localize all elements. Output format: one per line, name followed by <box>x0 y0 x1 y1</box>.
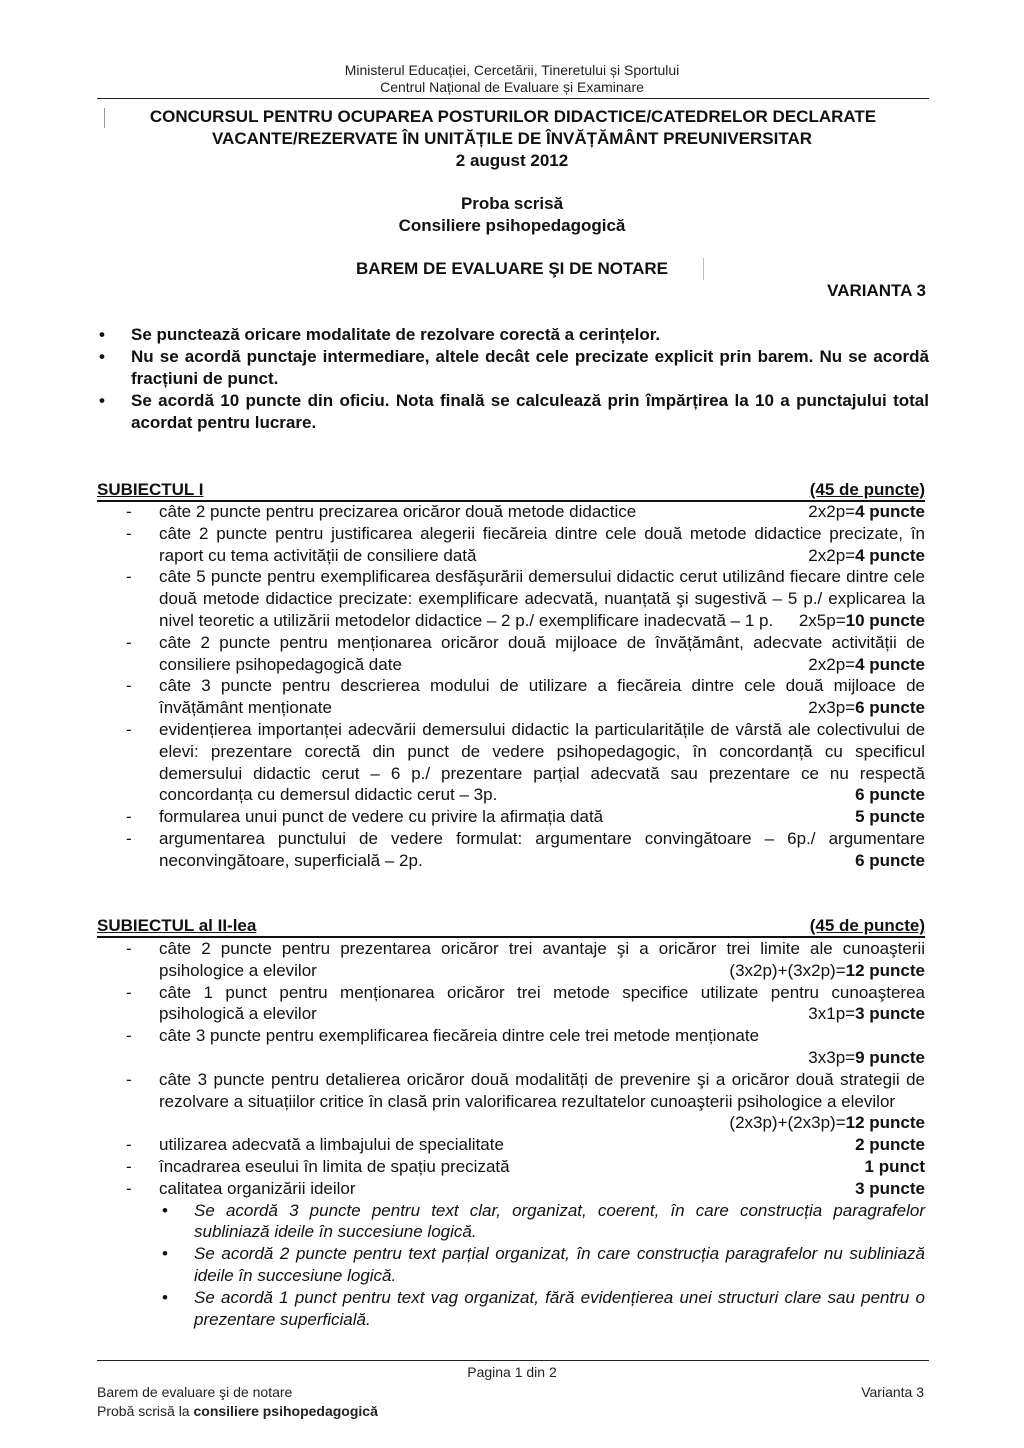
subject-1-title: SUBIECTUL I <box>97 480 204 499</box>
criteria-item: • Se acordă 3 puncte pentru text clar, organizat, coerent, în care construcția paragrafelor subliniază ideile în succesiune logică. <box>159 1200 925 1244</box>
dash-icon: - <box>126 632 132 652</box>
ministry-header: Ministerul Educației, Cercetării, Tineretului și Sportului <box>344 62 680 78</box>
rule-item: • Nu se acordă punctaje intermediare, altele decât cele precizate explicit prin barem. Nu se acordă fracțiuni de punct. <box>99 347 929 388</box>
dash-icon: - <box>126 523 132 543</box>
organization-criteria <box>97 1200 925 1331</box>
scoring-item: - câte 2 puncte pentru justificarea alegerii fiecăreia dintre cele două metode didactice precizate, în raport cu tema activității de consiliere dată 2x2p=4 puncte <box>97 523 925 567</box>
scoring-item: - câte 3 puncte pentru detalierea oricăror două modalități de prevenire şi a oricăror două strategii de rezolvare a situațiilor critice în clasă prin valorificarea rezultatelor cunoaşterii psihologice a elevilor (2x3p)+(2x3p)=12 puncte <box>97 1069 925 1134</box>
bullet-icon: • <box>162 1200 168 1220</box>
scoring-item: - evidențierea importanței adecvării demersului didactic la particularitățile de vârstă ale colectivului de elevi: prezentare corectă din punct de vedere psihopedagogic, în concordanță cu specificul demersului didactic cerut – 6 p./ prezentare parțial adecvată sau prezentare ce nu respectă concordanța cu demersul didactic cerut – 3p. 6 puncte <box>97 719 925 806</box>
dash-icon: - <box>126 807 132 827</box>
bullet-icon: • <box>99 391 105 410</box>
bullet-icon: • <box>162 1244 168 1264</box>
barem-title: BAREM DE EVALUARE ŞI DE NOTARE <box>355 259 668 278</box>
subject-1-points: (45 de puncte) <box>809 480 925 499</box>
dash-icon: - <box>126 676 132 696</box>
rule-item: • Se acordă 10 puncte din oficiu. Nota finală se calculează prin împărțirea la 10 a punctajului total acordat pentru lucrare. <box>99 391 929 432</box>
scoring-item: - câte 1 punct pentru menționarea oricăror trei metode specifice utilizate pentru cunoaşterea psihologică a elevilor 3x1p=3 puncte <box>97 982 925 1026</box>
scoring-item: - 2x2p=4 puncte câte 2 puncte pentru precizarea oricăror două metode didactice <box>97 501 925 523</box>
footer-rule <box>97 1360 929 1361</box>
scoring-item: - câte 2 puncte pentru menționarea oricăror două mijloace de învățământ, adecvate activității de consiliere psihopedagogică date 2x2p=4 puncte <box>97 632 925 676</box>
general-rules <box>97 324 929 434</box>
scoring-item: - câte 5 puncte pentru exemplificarea desfăşurării demersului didactic cerut utilizând fiecare dintre cele două metode didactice precizate: exemplificare adecvată, nuanțată şi sugestivă – 5 p./ explicarea la nivel teoretic a utilizării metodelor didactice – 2 p./ exemplificare inadecvată – 1 p. 2x5p=10 puncte <box>97 566 925 631</box>
scoring-item: - 1 punct încadrarea eseului în limita de spațiu precizată <box>97 1156 925 1178</box>
dash-icon: - <box>126 1178 132 1198</box>
dash-icon: - <box>126 1135 132 1155</box>
bullet-icon: • <box>99 347 105 366</box>
rule-item: • Se punctează oricare modalitate de rezolvare corectă a cerințelor. <box>99 325 661 344</box>
dash-icon: - <box>126 1069 132 1089</box>
page-number: Pagina 1 din 2 <box>467 1364 557 1380</box>
bullet-icon: • <box>99 325 105 344</box>
subject-1-header <box>97 480 925 502</box>
variant-label: VARIANTA 3 <box>827 281 926 300</box>
dash-icon: - <box>126 719 132 739</box>
scoring-item: - 2 puncte utilizarea adecvată a limbajului de specialitate <box>97 1134 925 1156</box>
dash-icon: - <box>126 939 132 958</box>
scoring-item: - 5 puncte formularea unui punct de vedere cu privire la afirmația dată <box>97 806 925 828</box>
subject-2-items <box>97 938 925 1330</box>
scoring-item: - câte 2 puncte pentru prezentarea oricăror trei avantaje şi a oricăror trei limite ale cunoaşterii psihologice a elevilor (3x2p)+(3x2p)=12 puncte <box>97 938 925 982</box>
footer-left-1: Barem de evaluare şi de notare <box>97 1384 293 1400</box>
dash-icon: - <box>126 1156 132 1176</box>
text-cursor-mark <box>703 258 704 280</box>
exam-type: Proba scrisă <box>460 194 564 213</box>
dash-icon: - <box>126 1026 132 1046</box>
scoring-item: - câte 3 puncte pentru exemplificarea fiecăreia dintre cele trei metode menționate 3x3p=9 puncte <box>97 1025 925 1069</box>
exam-date: 2 august 2012 <box>455 151 569 170</box>
subject-1-items <box>97 501 925 872</box>
dash-icon: - <box>126 828 132 848</box>
subject-2-points: (45 de puncte) <box>809 916 925 935</box>
dash-icon: - <box>126 502 132 521</box>
subject-2-title: SUBIECTUL al II-lea <box>97 916 257 935</box>
title-line-1: CONCURSUL PENTRU OCUPAREA POSTURILOR DIDACTICE/CATEDRELOR DECLARATE <box>149 107 877 126</box>
footer-variant: Varianta 3 <box>861 1384 924 1400</box>
center-header: Centrul Național de Evaluare și Examinare <box>380 79 644 95</box>
bullet-icon: • <box>162 1287 168 1307</box>
scoring-item: - 3 puncte calitatea organizării ideilor <box>97 1178 925 1200</box>
scoring-item: - câte 3 puncte pentru descrierea modului de utilizare a fiecăreia dintre cele două mijloace de învățământ menționate 2x3p=6 puncte <box>97 675 925 719</box>
text-cursor-mark <box>104 108 105 128</box>
exam-subject: Consiliere psihopedagogică <box>398 216 626 235</box>
footer-left-2: Probă scrisă la consiliere psihopedagogică <box>97 1403 378 1419</box>
dash-icon: - <box>126 567 132 587</box>
criteria-item: • Se acordă 2 puncte pentru text parțial organizat, în care construcția paragrafelor nu subliniază ideile în succesiune logică. <box>159 1243 925 1287</box>
title-line-2: VACANTE/REZERVATE ÎN UNITĂȚILE DE ÎNVĂȚĂMÂNT PREUNIVERSITAR <box>211 129 813 148</box>
criteria-item: • Se acordă 1 punct pentru text vag organizat, fără evidențierea unei structuri clare sau pentru o prezentare superficială. <box>159 1287 925 1331</box>
header-rule <box>97 98 929 99</box>
subject-2-header <box>97 916 925 938</box>
scoring-item: - argumentarea punctului de vedere formulat: argumentare convingătoare – 6p./ argumentare neconvingătoare, superficială – 2p. 6 puncte <box>97 828 925 872</box>
dash-icon: - <box>126 982 132 1002</box>
